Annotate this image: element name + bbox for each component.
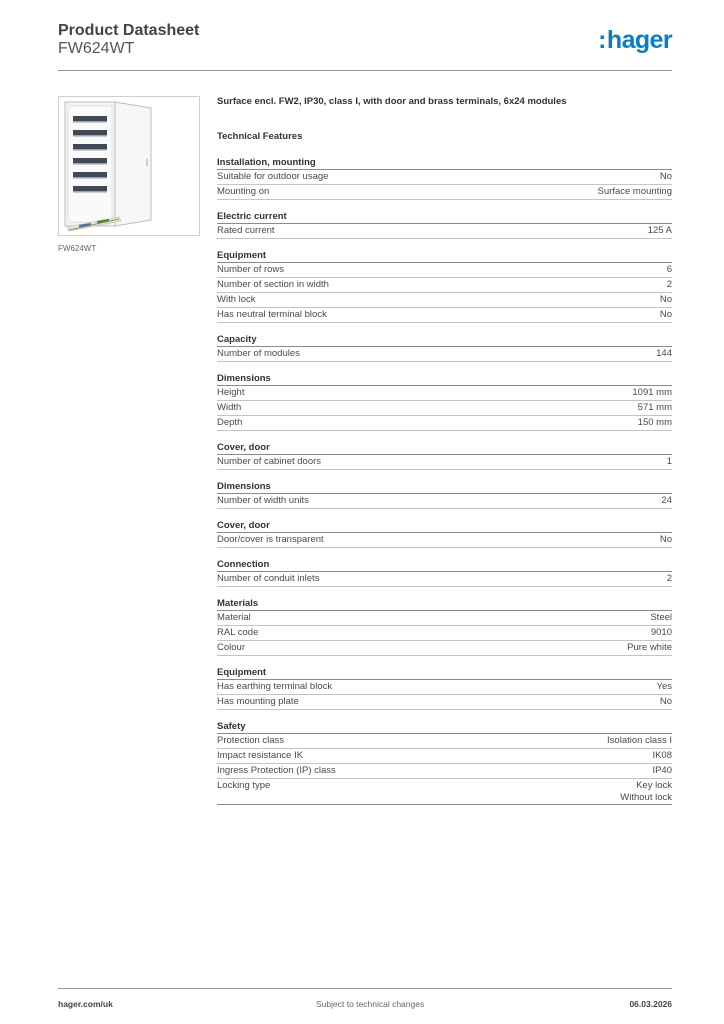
image-caption: FW624WT: [58, 244, 97, 253]
product-image: [58, 96, 200, 236]
spec-label: Door/cover is transparent: [217, 534, 324, 545]
spec-row: [217, 170, 672, 185]
spec-label: Impact resistance IK: [217, 750, 304, 761]
spec-row: [217, 308, 672, 323]
spec-row: [217, 455, 672, 470]
spec-label: Number of conduit inlets: [217, 573, 320, 584]
spec-value: 150 mm: [637, 417, 672, 428]
spec-value: Steel: [650, 612, 672, 623]
footer-website: hager.com/uk: [58, 999, 113, 1009]
spec-label: RAL code: [217, 627, 259, 638]
spec-row: [217, 572, 672, 587]
feature-group: [217, 333, 672, 362]
spec-row: [217, 401, 672, 416]
feature-group: [217, 519, 672, 548]
group-title: Connection: [217, 558, 672, 572]
enclosure-illustration-icon: [59, 97, 199, 235]
spec-row: [217, 293, 672, 308]
spec-label: Material: [217, 612, 251, 623]
spec-value: 24: [661, 495, 672, 506]
product-description: Surface encl. FW2, IP30, class I, with door and brass terminals, 6x24 modules: [217, 96, 567, 107]
spec-row: [217, 641, 672, 656]
spec-label: Number of width units: [217, 495, 309, 506]
specifications: [217, 96, 672, 815]
technical-features-heading: Technical Features: [217, 131, 303, 142]
spec-value: No: [659, 171, 672, 182]
page-footer: [58, 988, 672, 1009]
spec-row: [217, 386, 672, 401]
group-title: Equipment: [217, 249, 672, 263]
spec-value: 2: [666, 279, 672, 290]
feature-groups: [217, 156, 672, 805]
spec-value: Isolation class I: [607, 735, 672, 746]
spec-label: Colour: [217, 642, 245, 653]
spec-row: [217, 185, 672, 200]
feature-group: [217, 558, 672, 587]
spec-value: 1: [666, 456, 672, 467]
group-title: Dimensions: [217, 372, 672, 386]
document-title: Product Datasheet: [58, 22, 200, 39]
spec-label: Height: [217, 387, 245, 398]
spec-label: Rated current: [217, 225, 275, 236]
spec-value: No: [659, 309, 672, 320]
spec-row: [217, 278, 672, 293]
spec-value: No: [659, 294, 672, 305]
spec-value: 9010: [650, 627, 672, 638]
spec-label: Suitable for outdoor usage: [217, 171, 329, 182]
spec-value: IP40: [652, 765, 672, 776]
group-title: Dimensions: [217, 480, 672, 494]
spec-row: [217, 626, 672, 641]
spec-row: [217, 347, 672, 362]
spec-label: Has mounting plate: [217, 696, 299, 707]
spec-label: Number of cabinet doors: [217, 456, 322, 467]
spec-label: Number of section in width: [217, 279, 329, 290]
spec-value: Surface mounting: [597, 186, 672, 197]
spec-value: 571 mm: [637, 402, 672, 413]
spec-label: Number of rows: [217, 264, 285, 275]
feature-group: [217, 480, 672, 509]
spec-row: [217, 416, 672, 431]
product-code: FW624WT: [58, 40, 135, 57]
page-header: [58, 22, 672, 71]
group-title: Capacity: [217, 333, 672, 347]
logo-dots-icon: :: [598, 26, 606, 54]
spec-value: 144: [656, 348, 672, 359]
spec-label: With lock: [217, 294, 256, 305]
spec-row: [217, 734, 672, 749]
group-title: Installation, mounting: [217, 156, 672, 170]
hager-logo: [598, 26, 672, 55]
feature-group: [217, 597, 672, 656]
spec-row: [217, 263, 672, 278]
spec-value: No: [659, 696, 672, 707]
feature-group: [217, 441, 672, 470]
feature-group: [217, 720, 672, 805]
footer-date: 06.03.2026: [629, 999, 672, 1009]
spec-label: Ingress Protection (IP) class: [217, 765, 336, 776]
spec-value: No: [659, 534, 672, 545]
spec-value: Key lock Without lock: [620, 780, 672, 803]
spec-label: Depth: [217, 417, 243, 428]
spec-label: Width: [217, 402, 242, 413]
spec-value: Yes: [656, 681, 672, 692]
feature-group: [217, 249, 672, 323]
group-title: Cover, door: [217, 441, 672, 455]
spec-value: 6: [666, 264, 672, 275]
spec-row: [217, 764, 672, 779]
spec-value: Pure white: [627, 642, 672, 653]
spec-label: Mounting on: [217, 186, 270, 197]
spec-row: [217, 695, 672, 710]
logo-text: hager: [606, 26, 672, 54]
group-title: Safety: [217, 720, 672, 734]
spec-row: [217, 533, 672, 548]
group-title: Electric current: [217, 210, 672, 224]
spec-row: [217, 494, 672, 509]
spec-label: Has neutral terminal block: [217, 309, 327, 320]
spec-value: 1091 mm: [632, 387, 672, 398]
spec-value: IK08: [652, 750, 672, 761]
spec-label: Number of modules: [217, 348, 300, 359]
spec-row: [217, 779, 672, 805]
footer-note: Subject to technical changes: [316, 999, 425, 1009]
feature-group: [217, 666, 672, 710]
spec-label: Has earthing terminal block: [217, 681, 333, 692]
feature-group: [217, 156, 672, 200]
spec-row: [217, 749, 672, 764]
spec-label: Locking type: [217, 780, 271, 791]
spec-row: [217, 224, 672, 239]
spec-row: [217, 611, 672, 626]
group-title: Materials: [217, 597, 672, 611]
spec-row: [217, 680, 672, 695]
spec-value: 125 A: [647, 225, 672, 236]
feature-group: [217, 210, 672, 239]
spec-label: Protection class: [217, 735, 285, 746]
feature-group: [217, 372, 672, 431]
group-title: Equipment: [217, 666, 672, 680]
spec-value: 2: [666, 573, 672, 584]
group-title: Cover, door: [217, 519, 672, 533]
